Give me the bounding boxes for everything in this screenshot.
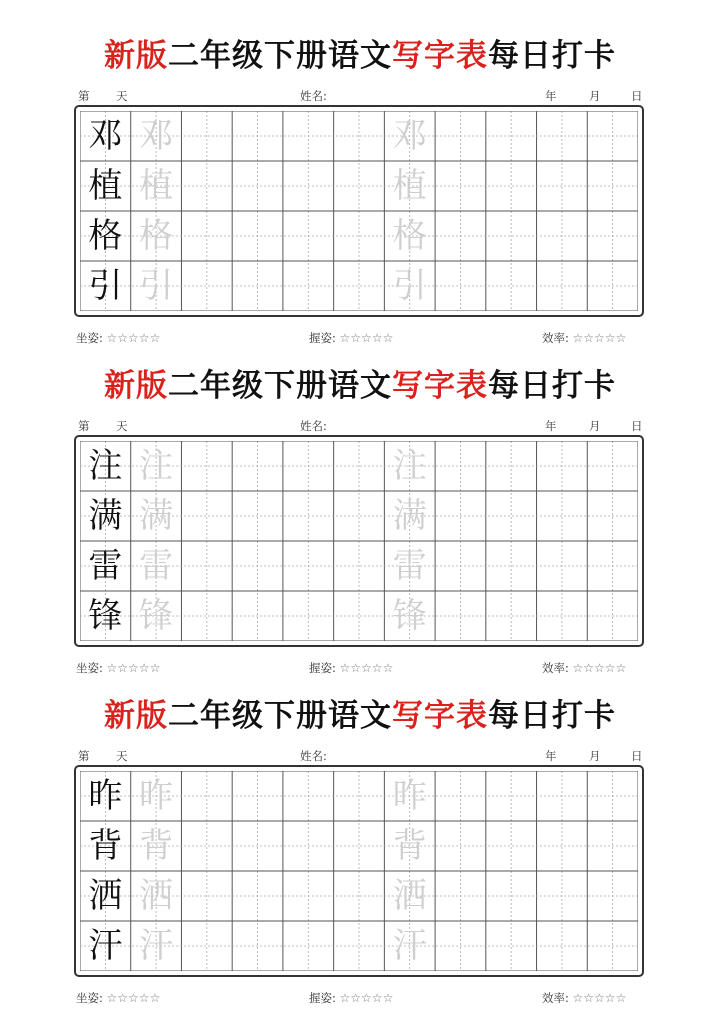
sheet-title [0, 690, 720, 735]
title-part-checkin: 每日打卡 [488, 698, 616, 734]
trace-character: 注 [392, 446, 427, 486]
model-character: 注 [88, 446, 123, 486]
writing-grid-frame [74, 765, 644, 977]
header-info-row [0, 748, 720, 764]
title-part-new: 新版 [104, 698, 168, 734]
year-label: 年 [545, 749, 557, 763]
sheet-title [0, 30, 720, 75]
date-label: 日 [631, 749, 643, 763]
trace-character: 雷 [139, 546, 174, 586]
efficiency-rating [542, 990, 626, 1006]
rating-row [0, 660, 720, 676]
posture-stars[interactable]: ☆☆☆☆☆ [106, 661, 161, 675]
grip-rating [309, 330, 393, 346]
efficiency-stars[interactable]: ☆☆☆☆☆ [572, 331, 627, 345]
trace-character: 洒 [392, 876, 427, 916]
day-suffix-label: 天 [116, 89, 128, 103]
model-character: 锋 [88, 596, 123, 636]
trace-character: 邓 [139, 116, 174, 156]
sheet-title [0, 360, 720, 405]
trace-character: 格 [392, 216, 427, 256]
grip-stars[interactable]: ☆☆☆☆☆ [339, 331, 394, 345]
trace-character: 引 [392, 266, 427, 306]
date-label: 日 [631, 419, 643, 433]
grip-rating [309, 990, 393, 1006]
practice-section [0, 690, 720, 1020]
title-part-checkin: 每日打卡 [488, 38, 616, 74]
name-label: 姓名: [300, 749, 327, 763]
efficiency-label: 效率: [542, 331, 569, 345]
writing-grid [80, 771, 638, 971]
posture-rating [76, 990, 160, 1006]
rating-row [0, 990, 720, 1006]
model-character: 引 [88, 266, 123, 306]
trace-character: 洒 [139, 876, 174, 916]
efficiency-rating [542, 330, 626, 346]
trace-character: 锋 [139, 596, 174, 636]
title-part-table: 写字表 [392, 38, 488, 74]
day-prefix-label: 第 [78, 419, 90, 433]
efficiency-rating [542, 660, 626, 676]
year-label: 年 [545, 419, 557, 433]
trace-character: 锋 [392, 596, 427, 636]
posture-label: 坐姿: [76, 991, 103, 1005]
grip-label: 握姿: [309, 661, 336, 675]
efficiency-label: 效率: [542, 991, 569, 1005]
header-info-row [0, 418, 720, 434]
writing-grid [80, 111, 638, 311]
model-character: 邓 [88, 116, 123, 156]
practice-section [0, 30, 720, 360]
title-part-grade: 二年级下册语文 [168, 38, 392, 74]
title-part-new: 新版 [104, 38, 168, 74]
month-label: 月 [589, 749, 601, 763]
grip-stars[interactable]: ☆☆☆☆☆ [339, 991, 394, 1005]
writing-grid-frame [74, 435, 644, 647]
trace-character: 背 [139, 826, 174, 866]
posture-stars[interactable]: ☆☆☆☆☆ [106, 331, 161, 345]
day-prefix-label: 第 [78, 89, 90, 103]
model-character: 汗 [88, 926, 123, 966]
name-label: 姓名: [300, 89, 327, 103]
model-character: 格 [88, 216, 123, 256]
trace-character: 邓 [392, 116, 427, 156]
rating-row [0, 330, 720, 346]
trace-character: 昨 [392, 776, 427, 816]
posture-rating [76, 330, 160, 346]
grip-rating [309, 660, 393, 676]
trace-character: 背 [392, 826, 427, 866]
title-part-checkin: 每日打卡 [488, 368, 616, 404]
name-label: 姓名: [300, 419, 327, 433]
title-part-new: 新版 [104, 368, 168, 404]
model-character: 植 [88, 166, 123, 206]
efficiency-stars[interactable]: ☆☆☆☆☆ [572, 661, 627, 675]
day-prefix-label: 第 [78, 749, 90, 763]
posture-rating [76, 660, 160, 676]
trace-character: 雷 [392, 546, 427, 586]
grip-stars[interactable]: ☆☆☆☆☆ [339, 661, 394, 675]
posture-label: 坐姿: [76, 661, 103, 675]
posture-label: 坐姿: [76, 331, 103, 345]
trace-character: 汗 [139, 926, 174, 966]
title-part-grade: 二年级下册语文 [168, 698, 392, 734]
trace-character: 汗 [392, 926, 427, 966]
title-part-table: 写字表 [392, 368, 488, 404]
trace-character: 满 [392, 496, 427, 536]
title-part-grade: 二年级下册语文 [168, 368, 392, 404]
trace-character: 昨 [139, 776, 174, 816]
model-character: 洒 [88, 876, 123, 916]
month-label: 月 [589, 419, 601, 433]
model-character: 昨 [88, 776, 123, 816]
year-label: 年 [545, 89, 557, 103]
model-character: 背 [88, 826, 123, 866]
model-character: 雷 [88, 546, 123, 586]
header-info-row [0, 88, 720, 104]
trace-character: 满 [139, 496, 174, 536]
model-character: 满 [88, 496, 123, 536]
grip-label: 握姿: [309, 331, 336, 345]
day-suffix-label: 天 [116, 749, 128, 763]
title-part-table: 写字表 [392, 698, 488, 734]
grip-label: 握姿: [309, 991, 336, 1005]
month-label: 月 [589, 89, 601, 103]
date-label: 日 [631, 89, 643, 103]
writing-grid-frame [74, 105, 644, 317]
day-suffix-label: 天 [116, 419, 128, 433]
trace-character: 植 [392, 166, 427, 206]
trace-character: 格 [139, 216, 174, 256]
efficiency-label: 效率: [542, 661, 569, 675]
trace-character: 植 [139, 166, 174, 206]
trace-character: 注 [139, 446, 174, 486]
writing-grid [80, 441, 638, 641]
trace-character: 引 [139, 266, 174, 306]
practice-section [0, 360, 720, 690]
posture-stars[interactable]: ☆☆☆☆☆ [106, 991, 161, 1005]
efficiency-stars[interactable]: ☆☆☆☆☆ [572, 991, 627, 1005]
